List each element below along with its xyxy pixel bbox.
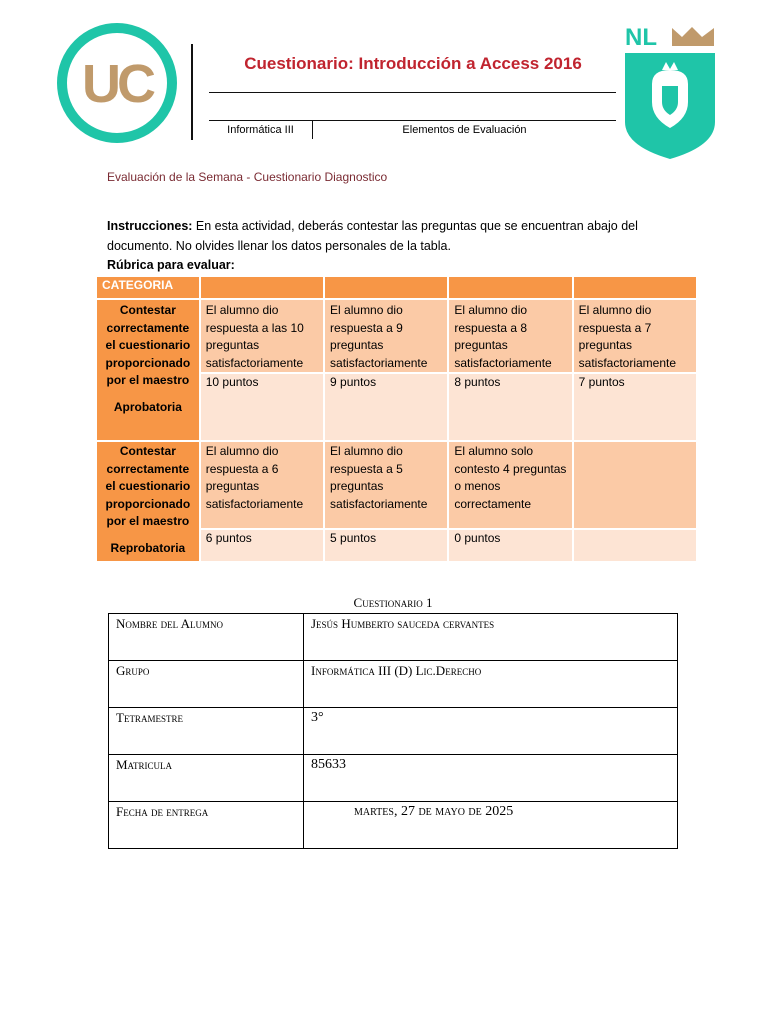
term-value[interactable]: 3° xyxy=(304,708,678,755)
uc-logo xyxy=(56,22,178,144)
student-data-row xyxy=(109,708,678,755)
rubric-header-row xyxy=(97,277,698,300)
instructions-label: Instrucciones: xyxy=(107,219,193,233)
rubric-description-cell: El alumno dio respuesta a las 10 preguntas satisfactoriamente xyxy=(201,300,325,374)
student-data-row xyxy=(109,614,678,661)
rubric-points-cell: 5 puntos xyxy=(325,530,449,563)
rubric-result-text: Reprobatoria xyxy=(110,540,186,555)
rubric-header-category: CATEGORIA xyxy=(97,277,201,300)
field-label: Grupo xyxy=(109,661,304,708)
rubric-description-cell: El alumno dio respuesta a 8 preguntas satisfactoriamente xyxy=(449,300,573,374)
rubric-result-text: Aprobatoria xyxy=(113,399,182,414)
rubric-header-cell xyxy=(574,277,698,300)
rubric-description-cell: El alumno dio respuesta a 7 preguntas satisfactoriamente xyxy=(574,300,698,374)
questionnaire-caption: Cuestionario 1 xyxy=(353,595,433,610)
rubric-row xyxy=(97,300,698,374)
rubric-points-cell: 8 puntos xyxy=(449,374,573,442)
shield-icon xyxy=(625,53,715,159)
field-label: Matricula xyxy=(109,755,304,802)
student-data-row xyxy=(109,661,678,708)
rubric-header-cell xyxy=(201,277,325,300)
rubric-description-cell: El alumno dio respuesta a 5 preguntas satisfactoriamente xyxy=(325,442,449,530)
field-label: Fecha de entrega xyxy=(109,802,304,849)
rubric-points-cell: 9 puntos xyxy=(325,374,449,442)
rubric-description-cell: El alumno solo contesto 4 preguntas o menos correctamente xyxy=(449,442,573,530)
instructions-text: En esta actividad, deberás contestar las preguntas que se encuentran abajo del documento. No olvides llenar los datos personales de la tabla. xyxy=(107,219,638,253)
rubric-description-cell xyxy=(574,442,698,530)
rubric-category-cell xyxy=(97,442,201,563)
enrollment-value[interactable]: 85633 xyxy=(304,755,678,802)
rubric-category-cell xyxy=(97,300,201,442)
document-title: Cuestionario: Introducción a Access 2016 xyxy=(244,54,582,73)
instructions-paragraph xyxy=(107,216,667,256)
field-label: Tetramestre xyxy=(109,708,304,755)
rubric-points-cell: 7 puntos xyxy=(574,374,698,442)
group-value[interactable]: Informática III (D) Lic.Derecho xyxy=(304,661,678,708)
rubric-description-cell: El alumno dio respuesta a 9 preguntas satisfactoriamente xyxy=(325,300,449,374)
student-name-value[interactable]: Jesús Humberto sauceda cervantes xyxy=(304,614,678,661)
rubric-label: Rúbrica para evaluar: xyxy=(107,258,235,272)
nl-logo-text: NL xyxy=(625,24,657,51)
evaluation-elements-label: Elementos de Evaluación xyxy=(402,124,527,136)
crown-icon xyxy=(672,27,714,46)
title-rule xyxy=(209,92,616,93)
nl-shield-logo xyxy=(622,22,718,160)
rubric-category-text: Contestar correctamente el cuestionario proporcionado por el maestro xyxy=(105,303,191,387)
rubric-header-cell xyxy=(325,277,449,300)
rubric-points-cell: 0 puntos xyxy=(449,530,573,563)
student-data-row xyxy=(109,802,678,849)
student-data-table xyxy=(108,613,678,849)
student-data-row xyxy=(109,755,678,802)
rubric-points-cell xyxy=(574,530,698,563)
delivery-date-value[interactable]: martes, 27 de mayo de 2025 xyxy=(304,802,678,849)
header-divider xyxy=(191,44,193,140)
rubric-category-text: Contestar correctamente el cuestionario proporcionado por el maestro xyxy=(105,444,191,528)
uc-logo-text: UC xyxy=(82,54,152,114)
rubric-points-cell: 10 puntos xyxy=(201,374,325,442)
rubric-row xyxy=(97,442,698,530)
rubric-points-cell: 6 puntos xyxy=(201,530,325,563)
rubric-description-cell: El alumno dio respuesta a 6 preguntas satisfactoriamente xyxy=(201,442,325,530)
field-label: Nombre del Alumno xyxy=(109,614,304,661)
rubric-table xyxy=(97,277,698,563)
rubric-header-cell xyxy=(449,277,573,300)
week-evaluation-label: Evaluación de la Semana - Cuestionario Diagnostico xyxy=(107,170,388,184)
subtitle-rule xyxy=(209,120,616,121)
subject-label: Informática III xyxy=(227,124,294,136)
